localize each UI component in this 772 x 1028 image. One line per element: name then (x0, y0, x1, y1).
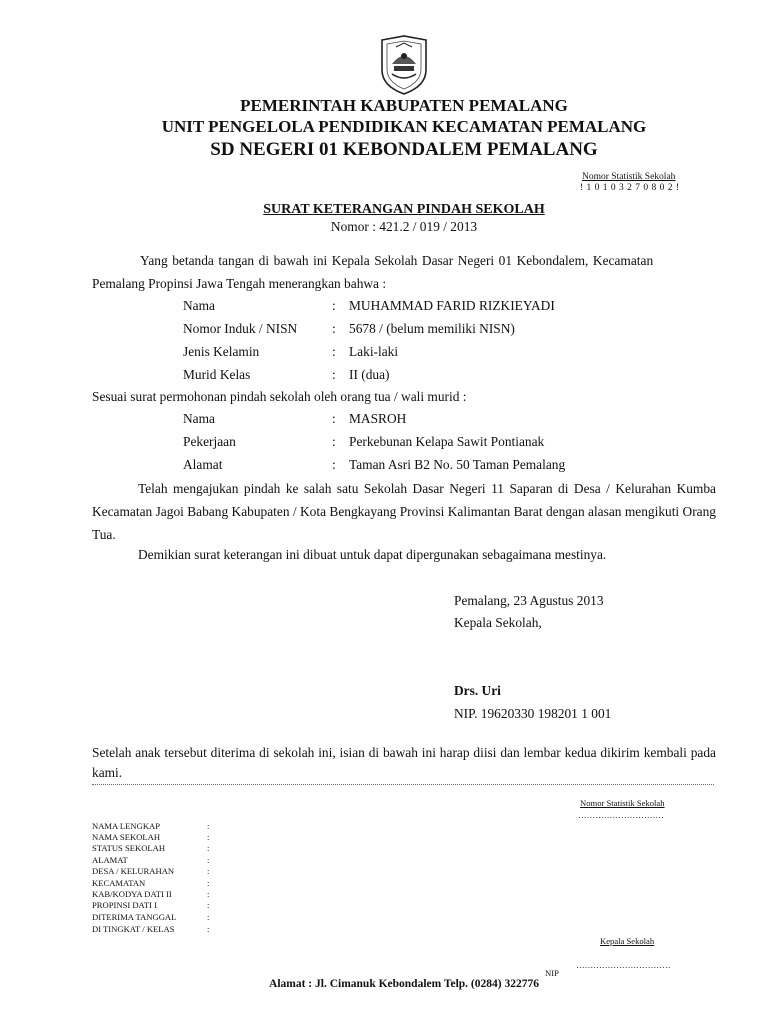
colon: : (207, 866, 210, 876)
student-nisn-value: 5678 / (belum memiliki NISN) (349, 321, 515, 336)
slip-sign-dots: …………………………… (576, 960, 671, 970)
slip-field-label: DITERIMA TANGGAL (92, 912, 177, 922)
parent-job-label: Pekerjaan (183, 434, 236, 449)
stat-number-label: Nomor Statistik Sekolah (582, 172, 676, 182)
intro-line-1: Yang betanda tangan di bawah ini Kepala Sekolah Dasar Negeri 01 Kebondalem, Kecamatan (140, 253, 654, 268)
colon: : (207, 855, 210, 865)
stat-number-value: ! 1 0 1 0 3 2 7 0 8 0 2 ! (580, 183, 680, 193)
colon: : (332, 298, 336, 313)
letterhead-line-3: SD NEGERI 01 KEBONDALEM PEMALANG (210, 139, 598, 160)
slip-field-label: NAMA LENGKAP (92, 821, 161, 831)
regency-crest-logo (378, 34, 430, 96)
closing-paragraph: Demikian surat keterangan ini dibuat untuk dapat dipergunakan sebagaimana mestinya. (138, 547, 607, 562)
signer-position: Kepala Sekolah, (454, 615, 542, 630)
colon: : (207, 900, 210, 910)
student-name-label: Nama (183, 298, 215, 313)
letter-number: Nomor : 421.2 / 019 / 2013 (330, 219, 478, 234)
colon: : (207, 924, 210, 934)
letterhead-line-2: UNIT PENGELOLA PENDIDIKAN KECAMATAN PEMALANG (161, 117, 647, 136)
colon: : (332, 411, 336, 426)
colon: : (332, 434, 336, 449)
parent-name-label: Nama (183, 411, 215, 426)
parent-address-label: Alamat (183, 457, 223, 472)
student-nisn-label: Nomor Induk / NISN (183, 321, 298, 336)
signer-nip: NIP. 19620330 198201 1 001 (454, 706, 612, 721)
student-class-label: Murid Kelas (183, 367, 251, 382)
parent-address-value: Taman Asri B2 No. 50 Taman Pemalang (349, 457, 566, 472)
colon: : (207, 843, 210, 853)
student-gender-value: Laki-laki (349, 344, 399, 359)
colon: : (207, 889, 210, 899)
colon: : (207, 821, 210, 831)
parent-name-value: MASROH (349, 411, 407, 426)
slip-stat-dots: ………………………… (578, 810, 664, 820)
slip-field-label: PROPINSI DATI I (92, 900, 157, 910)
cut-line-divider (92, 784, 714, 785)
slip-field-label: NAMA SEKOLAH (92, 832, 161, 842)
letter-title: SURAT KETERANGAN PINDAH SEKOLAH (263, 202, 545, 217)
slip-field-label: DESA / KELURAHAN (92, 866, 175, 876)
colon: : (207, 832, 210, 842)
slip-field-label: DI TINGKAT / KELAS (92, 924, 175, 934)
slip-field-label: ALAMAT (92, 855, 128, 865)
student-class-value: II (dua) (349, 367, 390, 382)
parent-job-value: Perkebunan Kelapa Sawit Pontianak (349, 434, 545, 449)
slip-field-label: KAB/KODYA DATI II (92, 889, 172, 899)
slip-field-label: STATUS SEKOLAH (92, 843, 166, 853)
colon: : (332, 367, 336, 382)
slip-stat-label: Nomor Statistik Sekolah (580, 798, 665, 808)
slip-nip-label: NIP (545, 968, 559, 978)
return-instruction: Setelah anak tersebut diterima di sekolah ini, isian di bawah ini harap diisi dan lembar kedua dikirim kembali pada kami. (92, 745, 716, 780)
intro-line-2: Pemalang Propinsi Jawa Tengah menerangkan bahwa : (92, 276, 387, 291)
slip-field-label: KECAMATAN (92, 878, 146, 888)
parent-intro: Sesuai surat permohonan pindah sekolah oleh orang tua / wali murid : (92, 389, 467, 404)
colon: : (207, 878, 210, 888)
footer-address: Alamat : Jl. Cimanuk Kebondalem Telp. (0284) 322776 (269, 978, 539, 990)
place-date: Pemalang, 23 Agustus 2013 (454, 593, 604, 608)
transfer-paragraph: Telah mengajukan pindah ke salah satu Sekolah Dasar Negeri 11 Saparan di Desa / Kelurahan Kumba Kecamatan Jagoi Babang Kabupaten / Kota Bengkayang Provinsi Kalimantan Barat dengan alasan mengikuti Orang Tua. (92, 481, 716, 542)
slip-head-label: Kepala Sekolah (600, 936, 655, 946)
student-gender-label: Jenis Kelamin (183, 344, 260, 359)
colon: : (332, 344, 336, 359)
letterhead-line-1: PEMERINTAH KABUPATEN PEMALANG (240, 96, 568, 115)
signer-name: Drs. Uri (454, 683, 501, 698)
colon: : (332, 457, 336, 472)
student-name-value: MUHAMMAD FARID RIZKIEYADI (349, 298, 555, 313)
colon: : (332, 321, 336, 336)
colon: : (207, 912, 210, 922)
